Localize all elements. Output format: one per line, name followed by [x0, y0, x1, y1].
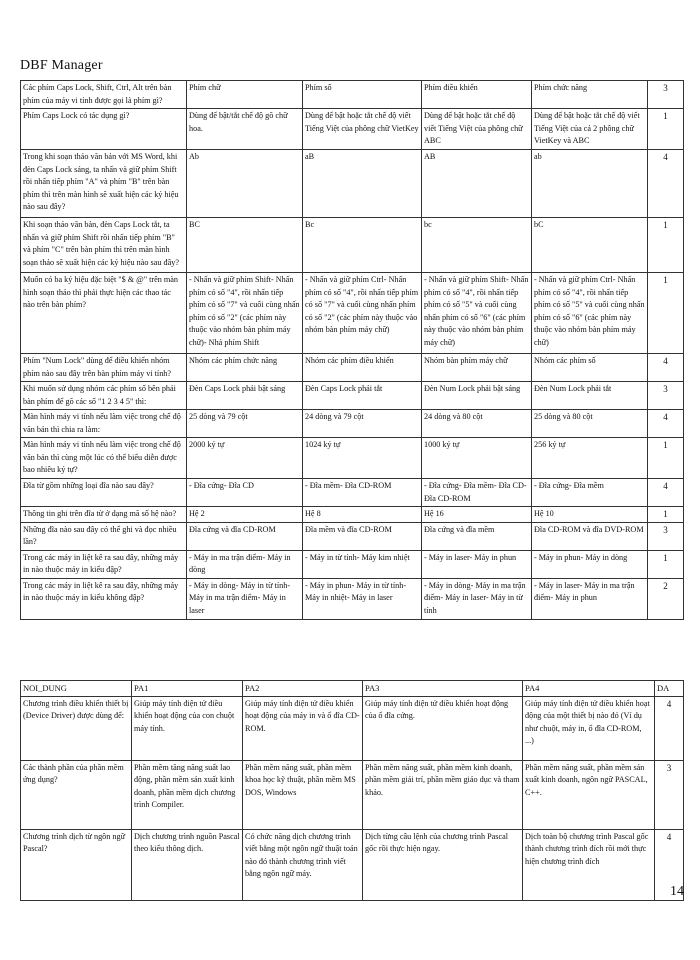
question-cell: Các phím Caps Lock, Shift, Ctrl, Alt trên bàn phím của máy vi tính được gọi là phím gì?: [21, 81, 187, 109]
option-1-cell: - Đĩa cứng- Đĩa CD: [187, 479, 303, 507]
question-cell: Trong các máy in liệt kê ra sau đây, những máy in nào thuộc máy in kiểu không đập?: [21, 578, 187, 619]
option-2-cell: Có chức năng dịch chương trình viết bằng một ngôn ngữ thuật toán nào đó thành chương trình viết bằng ngôn ngữ máy.: [243, 829, 363, 900]
option-3-cell: Giúp máy tính điện tử điều khiển hoạt động của ổ đĩa cứng.: [363, 696, 523, 760]
option-1-cell: Phím chữ: [187, 81, 303, 109]
answer-cell: 4: [655, 829, 684, 900]
table-row: [21, 760, 684, 829]
answer-cell: 3: [655, 760, 684, 829]
table-row: [21, 507, 684, 523]
option-2-cell: - Nhấn và giữ phím Ctrl- Nhấn phím có số "4", rồi nhấn tiếp phím có số "7" và cuối cùng nhấn phím có số "2" (các phím này thuộc vào nhóm bàn phím máy chữ): [303, 273, 422, 354]
page-number: 14: [670, 884, 684, 899]
option-3-cell: Dùng để bật hoặc tắt chế độ viết Tiếng Việt của phông chữ ABC: [422, 109, 532, 150]
question-cell: Màn hình máy vi tính nếu làm việc trong chế độ văn bản thì chia ra làm:: [21, 410, 187, 438]
option-1-cell: Đèn Caps Lock phải bật sáng: [187, 382, 303, 410]
answer-cell: 4: [648, 410, 684, 438]
option-4-cell: Dùng để bật hoặc tắt chế độ viết Tiếng Việt của cả 2 phông chữ VietKey và ABC: [532, 109, 648, 150]
option-3-cell: - Máy in dòng- Máy in ma trận điểm- Máy in laser- Máy in từ tính: [422, 578, 532, 619]
option-4-cell: bC: [532, 218, 648, 273]
question-cell: Khi soạn thảo văn bản, đèn Caps Lock tắt, ta nhấn và giữ phím Shift rồi nhấn tiếp phím "B" và phím "C" trên bàn phím thì trên màn hình soạn thảo sẽ xuất hiện các ký hiệu nào sau đây?: [21, 218, 187, 273]
option-3-cell: Phần mềm năng suất, phần mềm kinh doanh, phần mềm giải trí, phần mềm giáo dục và tham khảo.: [363, 760, 523, 829]
table-row: [21, 578, 684, 619]
option-2-cell: Hệ 8: [303, 507, 422, 523]
table-row: [21, 109, 684, 150]
question-cell: Khi muốn sử dụng nhóm các phím số bên phải bàn phím để gõ các số "1 2 3 4 5" thì:: [21, 382, 187, 410]
table-row: [21, 218, 684, 273]
option-2-cell: - Đĩa mềm- Đĩa CD-ROM: [303, 479, 422, 507]
table-row: [21, 382, 684, 410]
option-1-cell: Đĩa cứng và đĩa CD-ROM: [187, 522, 303, 550]
option-1-cell: - Máy in ma trận điểm- Máy in dòng: [187, 550, 303, 578]
option-2-cell: Bc: [303, 218, 422, 273]
option-1-cell: Nhóm các phím chức năng: [187, 354, 303, 382]
option-4-cell: Giúp máy tính điện tử điều khiển hoạt động của một thiết bị nào đó (Ví dụ như chuột, máy in, ổ đĩa CD-ROM, ...): [523, 696, 655, 760]
questions-table-2: [20, 680, 684, 901]
option-2-cell: - Máy in từ tính- Máy kim nhiệt: [303, 550, 422, 578]
option-2-cell: Nhóm các phím điều khiển: [303, 354, 422, 382]
question-cell: Phím Caps Lock có tác dụng gì?: [21, 109, 187, 150]
answer-cell: 3: [648, 382, 684, 410]
answer-cell: 4: [655, 696, 684, 760]
header-pa1: PA1: [132, 681, 243, 697]
option-3-cell: Đèn Num Lock phải bật sáng: [422, 382, 532, 410]
option-3-cell: Dịch từng câu lệnh của chương trình Pascal gốc rồi thực hiện ngay.: [363, 829, 523, 900]
answer-cell: 2: [648, 578, 684, 619]
table-header-row: [21, 681, 684, 697]
option-2-cell: aB: [303, 150, 422, 218]
table-row: [21, 410, 684, 438]
option-1-cell: Dùng để bật/tắt chế độ gõ chữ hoa.: [187, 109, 303, 150]
question-cell: Những đĩa nào sau đây có thể ghi và đọc nhiều lần?: [21, 522, 187, 550]
answer-cell: 1: [648, 507, 684, 523]
option-4-cell: Đèn Num Lock phải tắt: [532, 382, 648, 410]
question-cell: Chương trình dịch từ ngôn ngữ Pascal?: [21, 829, 132, 900]
question-cell: Các thành phần của phần mềm ứng dụng?: [21, 760, 132, 829]
question-cell: Màn hình máy vi tính nếu làm việc trong chế độ văn bản thì cùng một lúc có thể biểu diễn được bao nhiêu ký tự?: [21, 438, 187, 479]
table-row: [21, 354, 684, 382]
option-3-cell: - Máy in laser- Máy in phun: [422, 550, 532, 578]
option-4-cell: Hệ 10: [532, 507, 648, 523]
table-row: [21, 522, 684, 550]
question-cell: Đĩa từ gồm những loại đĩa nào sau đây?: [21, 479, 187, 507]
option-4-cell: Nhóm các phím số: [532, 354, 648, 382]
option-4-cell: Phím chức năng: [532, 81, 648, 109]
header-pa2: PA2: [243, 681, 363, 697]
option-3-cell: AB: [422, 150, 532, 218]
option-3-cell: Phím điều khiển: [422, 81, 532, 109]
option-3-cell: bc: [422, 218, 532, 273]
option-2-cell: 24 dòng và 79 cột: [303, 410, 422, 438]
option-2-cell: Dùng để bật hoặc tắt chế độ viết Tiếng Việt của phông chữ VietKey: [303, 109, 422, 150]
option-3-cell: Hệ 16: [422, 507, 532, 523]
option-4-cell: - Máy in phun- Máy in dòng: [532, 550, 648, 578]
option-1-cell: BC: [187, 218, 303, 273]
question-cell: Chương trình điều khiển thiết bị (Device Driver) được dùng để:: [21, 696, 132, 760]
answer-cell: 1: [648, 273, 684, 354]
question-cell: Thông tin ghi trên đĩa từ ở dạng mã số hệ nào?: [21, 507, 187, 523]
question-cell: Trong khi soạn thảo văn bản với MS Word, khi đèn Caps Lock sáng, ta nhấn và giữ phím Shift rồi nhấn tiếp phím "A" và phím "B" trên bàn phím thì trên màn hình sẽ xuất hiện các ký hiệu nào sau đây?: [21, 150, 187, 218]
option-2-cell: 1024 ký tự: [303, 438, 422, 479]
option-3-cell: - Đĩa cứng- Đĩa mềm- Đĩa CD- Đĩa CD-ROM: [422, 479, 532, 507]
option-3-cell: Đĩa cứng và đĩa mềm: [422, 522, 532, 550]
option-4-cell: Đĩa CD-ROM và đĩa DVD-ROM: [532, 522, 648, 550]
table-row: [21, 273, 684, 354]
answer-cell: 1: [648, 109, 684, 150]
option-1-cell: - Nhấn và giữ phím Shift- Nhấn phím có số "4", rồi nhấn tiếp phím có số "7" và cuối cùng nhấn phím có số "2" (các phím này thuộc vào nhóm bàn phím máy chữ)- Nhả phím Shift: [187, 273, 303, 354]
option-1-cell: 25 dòng và 79 cột: [187, 410, 303, 438]
answer-cell: 1: [648, 550, 684, 578]
answer-cell: 4: [648, 354, 684, 382]
option-1-cell: Phần mềm tăng năng suất lao động, phần mềm sản xuất kinh doanh, phần mềm dịch chương trình Compiler.: [132, 760, 243, 829]
option-1-cell: 2000 ký tự: [187, 438, 303, 479]
answer-cell: 1: [648, 438, 684, 479]
table-row: [21, 479, 684, 507]
option-4-cell: - Đĩa cứng- Đĩa mềm: [532, 479, 648, 507]
option-2-cell: Đèn Caps Lock phải tắt: [303, 382, 422, 410]
option-1-cell: Hệ 2: [187, 507, 303, 523]
table-row: [21, 438, 684, 479]
option-3-cell: - Nhấn và giữ phím Shift- Nhấn phím có số "4", rồi nhấn tiếp phím có số "5" và cuối cùng nhấn phím có số "6" (các phím này thuộc vào nhóm bàn phím máy chữ): [422, 273, 532, 354]
option-1-cell: Giúp máy tính điện tử điều khiển hoạt động của con chuột máy tính.: [132, 696, 243, 760]
header-noi-dung: NOI_DUNG: [21, 681, 132, 697]
option-2-cell: Phím số: [303, 81, 422, 109]
option-4-cell: ab: [532, 150, 648, 218]
option-1-cell: - Máy in dòng- Máy in từ tính- Máy in ma trận điểm- Máy in laser: [187, 578, 303, 619]
option-2-cell: Giúp máy tính điện tử điều khiển hoạt động của máy in và ổ đĩa CD-ROM.: [243, 696, 363, 760]
option-4-cell: Phần mềm năng suất, phần mềm sản xuất kinh doanh, ngôn ngữ PASCAL, C++.: [523, 760, 655, 829]
questions-table-1: [20, 80, 684, 620]
option-1-cell: Ab: [187, 150, 303, 218]
answer-cell: 4: [648, 150, 684, 218]
page-title: DBF Manager: [20, 58, 103, 73]
option-3-cell: 24 dòng và 80 cột: [422, 410, 532, 438]
answer-cell: 1: [648, 218, 684, 273]
option-4-cell: Dịch toàn bộ chương trình Pascal gốc thành chương trình đích rồi mới thực hiện chương trình đích: [523, 829, 655, 900]
header-da: DA: [655, 681, 684, 697]
option-2-cell: - Máy in phun- Máy in từ tính- Máy in nhiệt- Máy in laser: [303, 578, 422, 619]
option-1-cell: Dịch chương trình nguồn Pascal theo kiểu thông dịch.: [132, 829, 243, 900]
table-row: [21, 696, 684, 760]
header-pa4: PA4: [523, 681, 655, 697]
answer-cell: 3: [648, 81, 684, 109]
option-2-cell: Đĩa mềm và đĩa CD-ROM: [303, 522, 422, 550]
table-row: [21, 81, 684, 109]
question-cell: Trong các máy in liệt kê ra sau đây, những máy in nào thuộc máy in kiểu đập?: [21, 550, 187, 578]
header-pa3: PA3: [363, 681, 523, 697]
answer-cell: 4: [648, 479, 684, 507]
table-row: [21, 829, 684, 900]
table-row: [21, 550, 684, 578]
option-2-cell: Phần mềm năng suất, phần mềm khoa học kỹ thuật, phần mềm MS DOS, Windows: [243, 760, 363, 829]
table-row: [21, 150, 684, 218]
question-cell: Phím "Num Lock" dùng để điều khiển nhóm phím nào sau đây trên bàn phím máy vi tính?: [21, 354, 187, 382]
option-3-cell: 1000 ký tự: [422, 438, 532, 479]
answer-cell: 3: [648, 522, 684, 550]
question-cell: Muốn có ba ký hiệu đặc biệt "$ & @" trên màn hình soạn thảo thì phải thực hiện các thao tác nào trên bàn phím?: [21, 273, 187, 354]
option-4-cell: - Nhấn và giữ phím Ctrl- Nhấn phím có số "4", rồi nhấn tiếp phím có số "5" và cuối cùng nhấn phím có số "6" (các phím này thuộc vào nhóm bàn phím máy chữ): [532, 273, 648, 354]
option-4-cell: 256 ký tự: [532, 438, 648, 479]
option-4-cell: - Máy in laser- Máy in ma trận điểm- Máy in phun: [532, 578, 648, 619]
option-4-cell: 25 dòng và 80 cột: [532, 410, 648, 438]
option-3-cell: Nhóm bàn phím máy chữ: [422, 354, 532, 382]
